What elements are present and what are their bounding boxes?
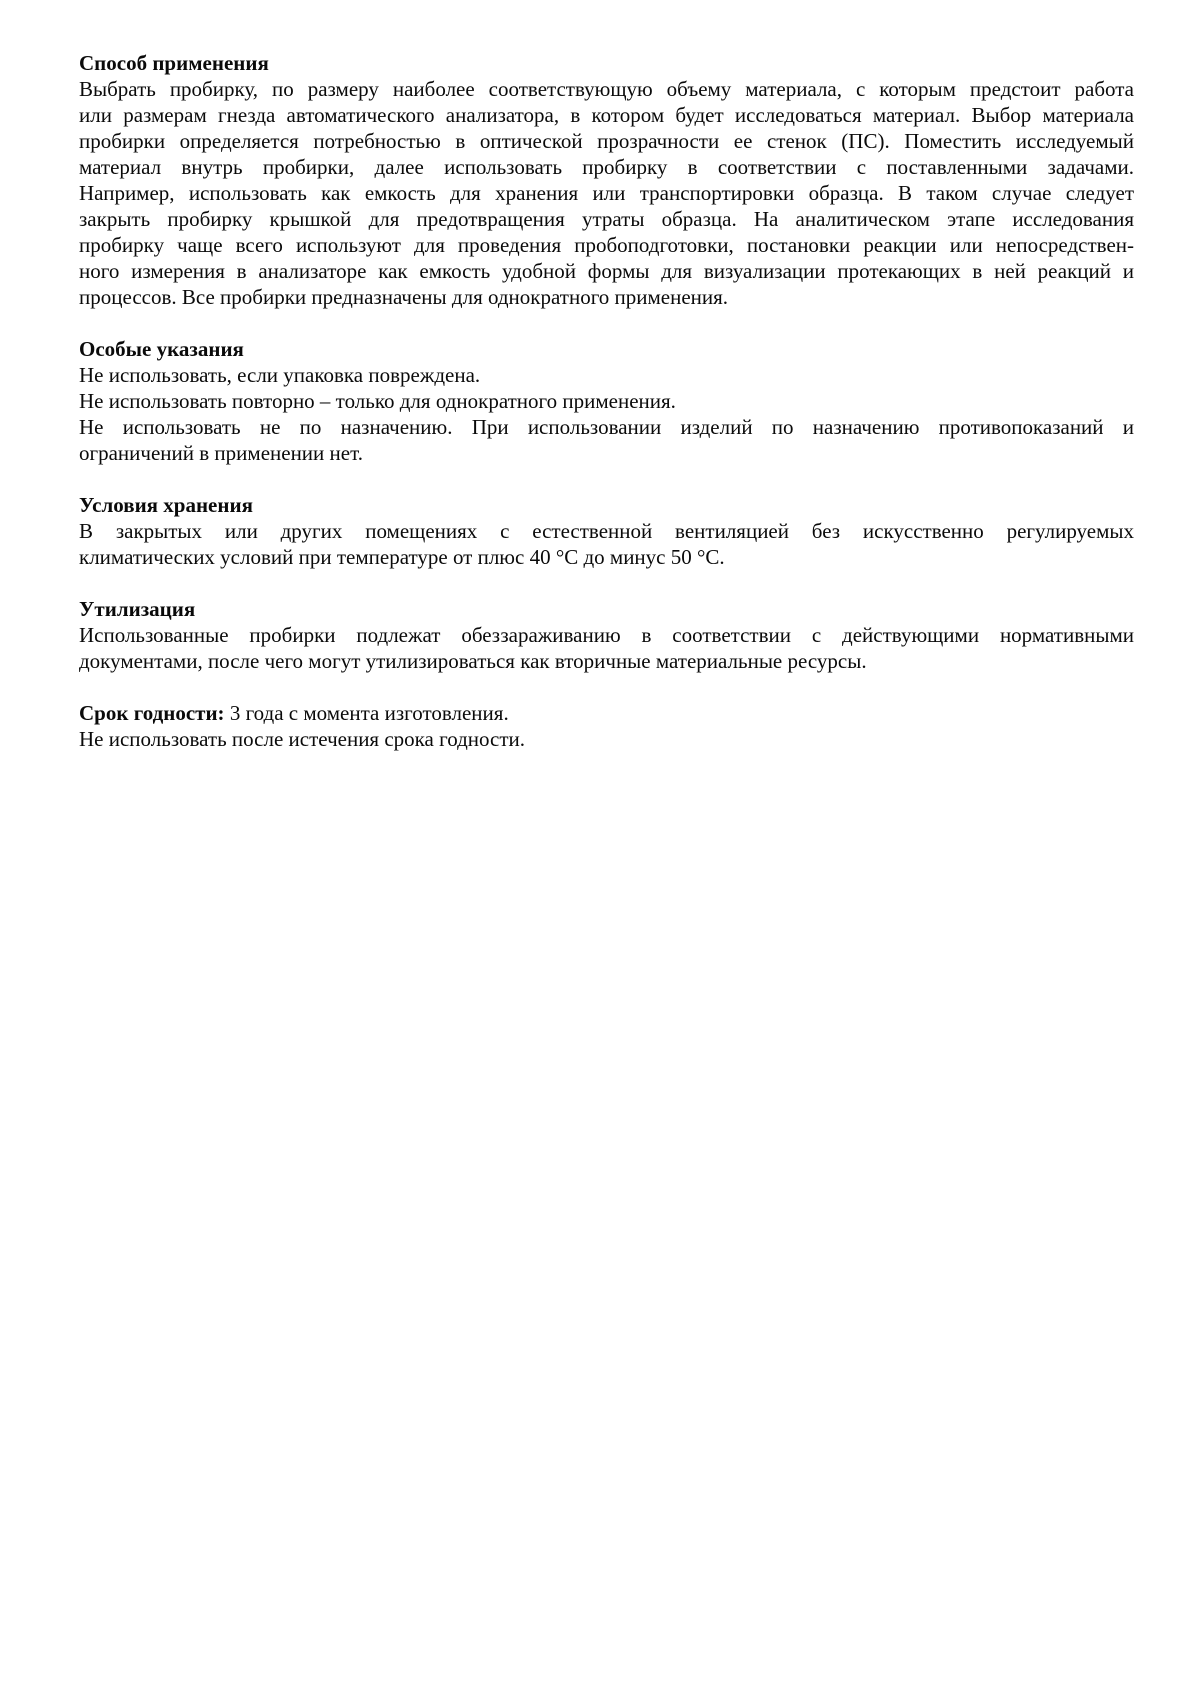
text-line: пробирки определяется потребностью в оптической прозрачности ее стенок (ПС). Поместить исследуемый [79,129,1134,153]
section-gap [79,674,1134,700]
section-storage-conditions [79,492,1134,570]
shelf-life-line [79,700,1134,726]
text-line: Не использовать, если упаковка повреждена. [79,363,481,387]
section-heading-usage: Способ применения [79,51,269,75]
text-line: процессов. Все пробирки предназначены для однократного применения. [79,285,729,309]
text-line: Например, использовать как емкость для хранения или транспортировки образца. В таком случае следует [79,181,1134,205]
section-shelf-life [79,700,1134,752]
text-line: ограничений в применении нет. [79,441,363,465]
section-disposal [79,596,1134,674]
section-heading-storage-conditions: Условия хранения [79,493,253,517]
text-line: ного измерения в анализаторе как емкость удобной формы для визуализации протекающих в ней реакций и [79,259,1134,283]
shelf-life-label: Срок годности: [79,701,225,725]
shelf-life-text: 3 года с момента изготовления. [224,701,509,725]
text-line: климатических условий при температуре от плюс 40 °С до минус 50 °С. [79,545,725,569]
document-content [79,50,1134,752]
text-line: Использованные пробирки подлежат обеззараживанию в соответствии с действующими нормативными [79,623,1134,647]
text-line: пробирку чаще всего используют для проведения пробоподготовки, постановки реакции или непосредствен- [79,233,1134,257]
text-line: документами, после чего могут утилизироваться как вторичные материальные ресурсы. [79,649,867,673]
section-heading-special-instructions: Особые указания [79,337,244,361]
shelf-life-note: Не использовать после истечения срока годности. [79,727,526,751]
text-line: или размерам гнезда автоматического анализатора, в котором будет исследоваться материал. Выбор материала [79,103,1134,127]
text-line: Выбрать пробирку, по размеру наиболее соответствующую объему материала, с которым предстоит работа [79,77,1134,101]
section-special-instructions [79,336,1134,466]
text-line: материал внутрь пробирки, далее использовать пробирку в соответствии с поставленными задачами. [79,155,1134,179]
text-line: закрыть пробирку крышкой для предотвращения утраты образца. На аналитическом этапе исследования [79,207,1134,231]
section-gap [79,310,1134,336]
section-heading-disposal: Утилизация [79,597,196,621]
text-line: В закрытых или других помещениях с естественной вентиляцией без искусственно регулируемых [79,519,1134,543]
text-line: Не использовать повторно – только для однократного применения. [79,389,676,413]
text-line: Не использовать не по назначению. При использовании изделий по назначению противопоказаний и [79,415,1134,439]
section-gap [79,570,1134,596]
section-gap [79,466,1134,492]
section-usage [79,50,1134,310]
